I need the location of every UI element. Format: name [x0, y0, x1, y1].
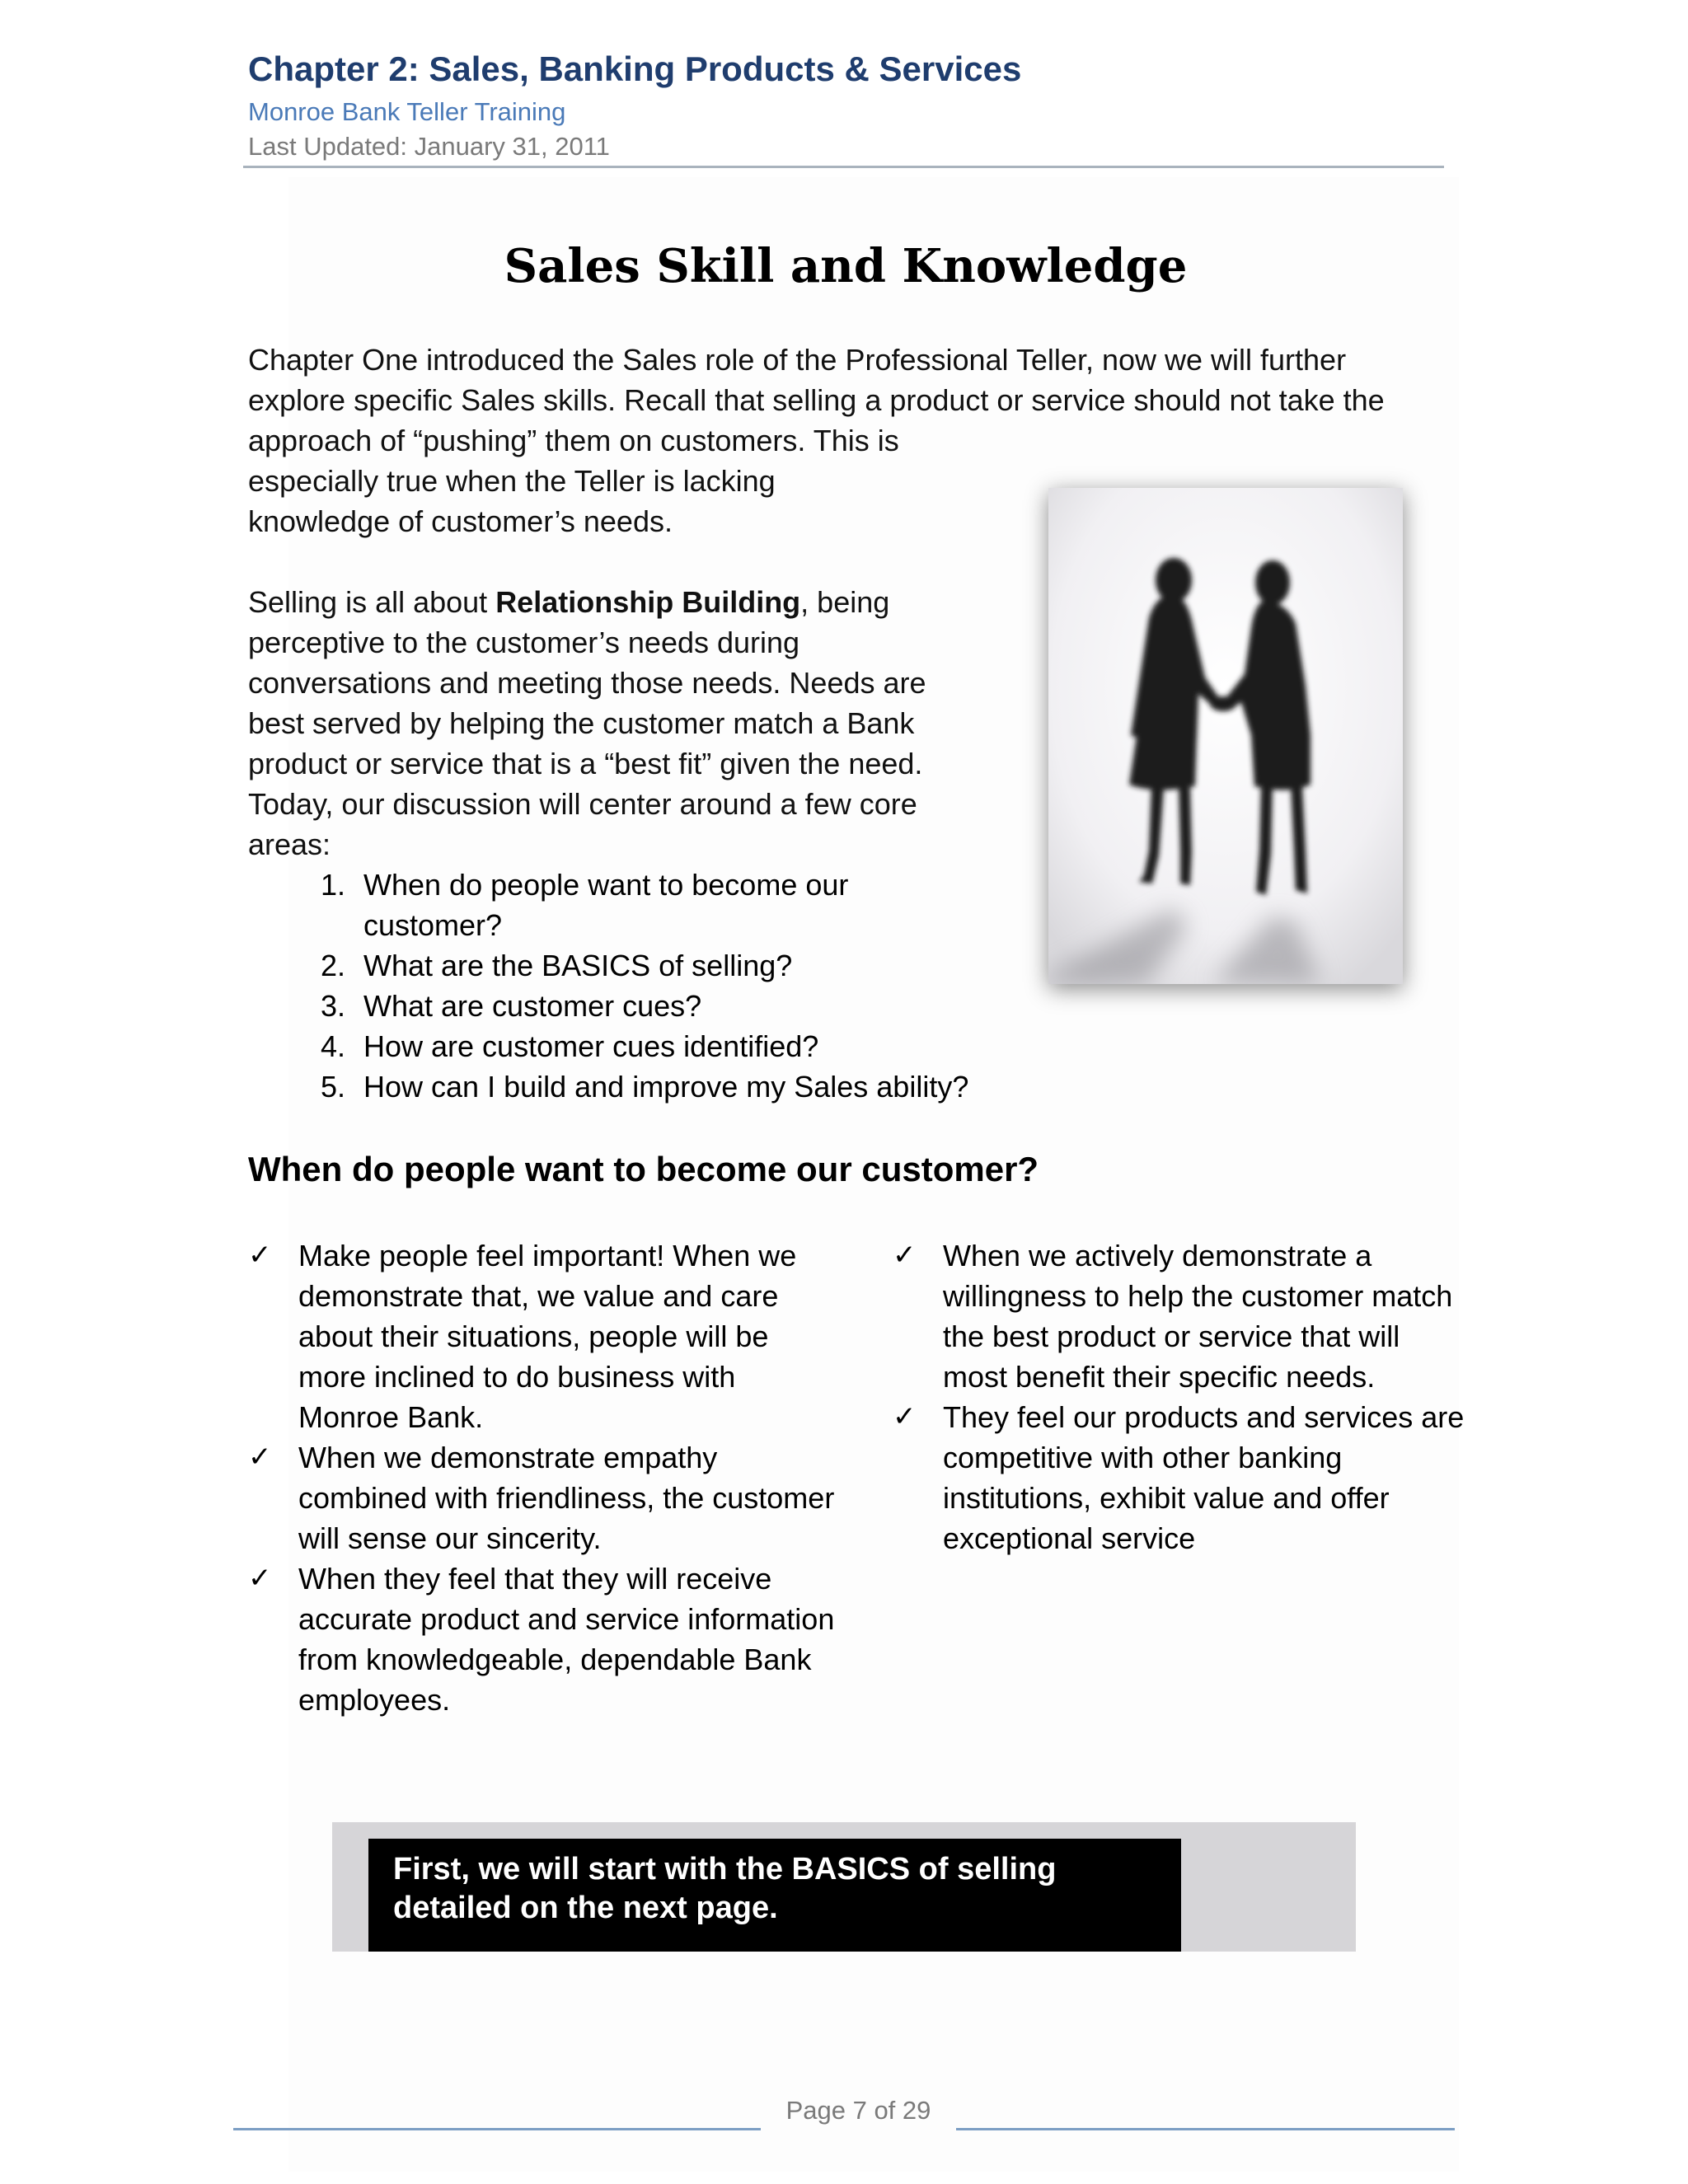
- footer-divider-left: [233, 2128, 761, 2130]
- list-item: [248, 1026, 1056, 1066]
- intro-line: knowledge of customer’s needs.: [248, 504, 673, 538]
- silhouettes-handshake-image: [1048, 488, 1403, 984]
- handshake-photo: [1048, 488, 1403, 984]
- list-item: [248, 986, 1056, 1026]
- intro-line: approach of “pushing” them on customers. This is: [248, 424, 899, 457]
- list-number: 1.: [320, 868, 345, 902]
- training-subtitle: Monroe Bank Teller Training: [248, 97, 566, 126]
- intro-line: Chapter One introduced the Sales role of the Professional Teller, now we will further: [248, 343, 1347, 377]
- list-text: How can I build and improve my Sales ability?: [363, 1070, 969, 1104]
- list-text: What are the BASICS of selling?: [363, 949, 793, 982]
- intro-line: explore specific Sales skills. Recall that selling a product or service should not take the: [248, 383, 1385, 417]
- intro-paragraph-wrapped: [248, 420, 990, 541]
- checkmark-icon: ✓: [893, 1400, 917, 1433]
- relationship-line: product or service that is a “best fit” given the need.: [248, 747, 923, 780]
- core-areas-list: [248, 865, 1056, 1107]
- section-heading: When do people want to become our customer?: [248, 1150, 1039, 1188]
- relationship-line: perceptive to the customer’s needs during: [248, 626, 800, 659]
- plain-text: Selling is all about: [248, 585, 496, 619]
- list-item: [248, 865, 1056, 945]
- checkmark-icon: ✓: [248, 1239, 272, 1272]
- checkmark-icon: ✓: [248, 1441, 272, 1474]
- last-updated: Last Updated: January 31, 2011: [248, 132, 610, 161]
- bold-term: Relationship Building: [495, 585, 801, 619]
- list-number: 2.: [320, 949, 345, 982]
- list-number: 3.: [320, 989, 345, 1023]
- relationship-line: areas:: [248, 827, 331, 861]
- checklist-text: They feel our products and services are competitive with other banking institutions, exhibit value and offer exceptional service: [943, 1400, 1465, 1555]
- list-number: 4.: [320, 1029, 345, 1063]
- chapter-title: Chapter 2: Sales, Banking Products & Services: [248, 49, 1022, 88]
- footer-divider-right: [956, 2128, 1455, 2130]
- checklist-item: [893, 1235, 1470, 1397]
- checklist-right: [893, 1235, 1470, 1558]
- list-number: 5.: [320, 1070, 345, 1104]
- intro-paragraph-full: [248, 340, 1460, 420]
- relationship-line: [248, 582, 990, 622]
- checklist-text: When we actively demonstrate a willingness to help the customer match the best product or service that will most benefit their specific needs.: [943, 1239, 1453, 1394]
- list-item: [248, 1066, 1056, 1107]
- list-text: How are customer cues identified?: [363, 1029, 819, 1063]
- relationship-line: Today, our discussion will center around a few core: [248, 787, 917, 821]
- page-title: Sales Skill and Knowledge: [504, 239, 1188, 293]
- intro-line: especially true when the Teller is lacking: [248, 464, 776, 498]
- callout-line: First, we will start with the BASICS of selling: [393, 1852, 1057, 1886]
- checklist-item: [893, 1397, 1470, 1558]
- plain-text: , being: [800, 585, 890, 619]
- callout-box: [368, 1839, 1181, 1952]
- checklist-item: [248, 1558, 842, 1720]
- checklist-text: When we demonstrate empathy combined with friendliness, the customer will sense our sincerity.: [298, 1441, 835, 1555]
- checklist-text: When they feel that they will receive accurate product and service information from knowledgeable, dependable Bank employees.: [298, 1562, 835, 1717]
- checklist-item: [248, 1437, 842, 1558]
- relationship-paragraph: [248, 582, 990, 865]
- header-divider: [243, 166, 1444, 168]
- list-text: When do people want to become our customer?: [363, 868, 849, 942]
- relationship-line: best served by helping the customer match a Bank: [248, 706, 915, 740]
- checklist-item: [248, 1235, 842, 1437]
- checkmark-icon: ✓: [893, 1239, 917, 1272]
- checklist-text: Make people feel important! When we demonstrate that, we value and care about their situations, people will be more inclined to do business with Monroe Bank.: [298, 1239, 797, 1434]
- checklist-left: [248, 1235, 842, 1720]
- list-text: What are customer cues?: [363, 989, 702, 1023]
- callout-line: detailed on the next page.: [393, 1891, 778, 1925]
- page-number: Page 7 of 29: [785, 2096, 931, 2125]
- list-item: [248, 945, 1056, 986]
- checkmark-icon: ✓: [248, 1562, 272, 1595]
- relationship-line: conversations and meeting those needs. Needs are: [248, 666, 926, 700]
